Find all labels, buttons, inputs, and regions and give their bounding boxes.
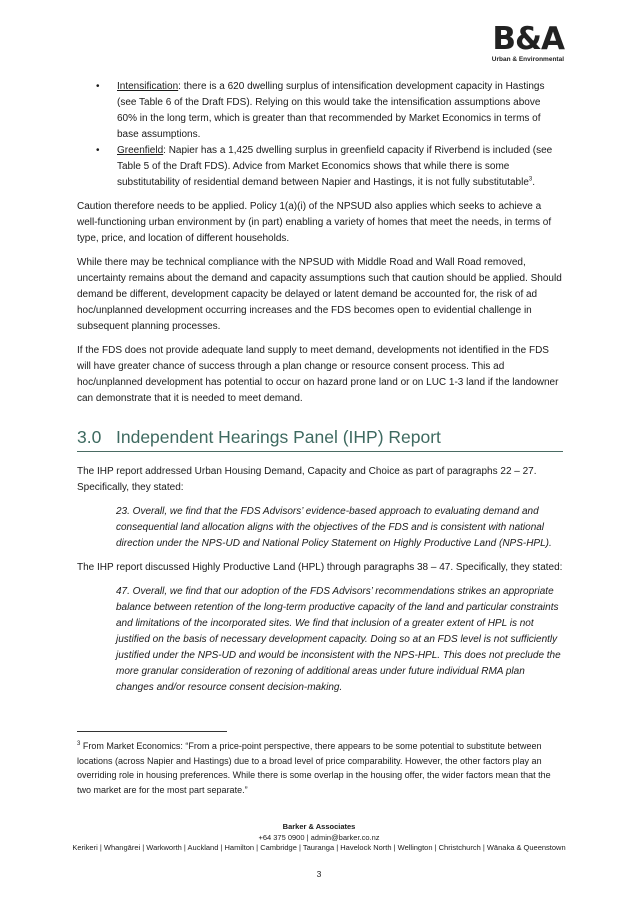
bullet-tail: . [532,177,536,188]
paragraph: Caution therefore needs to be applied. Policy 1(a)(i) of the NPSUD also applies which seeks to achieve a well-functioning urban environment by (in part) enabling a variety of homes that meet the needs, in terms of type, price, and location of different households. [77,201,552,244]
bullet-term: Intensification [117,81,179,92]
footnote-divider [77,731,227,732]
paragraph: While there may be technical compliance with the NPSUD with Middle Road and Wall Road removed, uncertainty remains about the demand and capacity assumptions such that caution should be applied. Should demand be different, development capacity be delayed or latent demand be accounted for, the risk of ad hoc/unplanned development occurring increases and the FDS becomes open to evidential challenge in subsequent planning processes. [77,257,562,332]
company-logo [491,21,564,64]
footer-company: Barker & Associates [282,822,356,831]
bullet-icon: • [96,81,100,92]
paragraph: The IHP report discussed Highly Productive Land (HPL) through paragraphs 38 – 47. Specifically, they stated: [77,562,563,573]
block-quote: 23. Overall, we find that the FDS Advisors’ evidence-based approach to evaluating demand and consequential land allocation aligns with the objectives of the FDS and is consistent with national direction under the NPS-UD and National Policy Statement on Highly Productive Land (NPS-HPL). [116,506,552,549]
bullet-list [77,79,563,191]
section-title: Independent Hearings Panel (IHP) Report [116,427,441,447]
block-quote: 47. Overall, we find that our adoption of the FDS Advisors’ recommendations strikes an appropriate balance between retention of the long-term productive capacity of the land and particular constraints and limitations of the incorporated sites. We find that inclusion of a greater extent of HPL is not justified on the basis of necessary development capacity. Doing so at an FDS level is not sufficiently justified under the NPS-UD and would be inconsistent with the NPS-HPL. This does not preclude the more granular consideration of rezoning of additional areas under future individual RMA plan changes and/or resource consent decision-making. [116,586,561,693]
footnote-text: From Market Economics: “From a price-point perspective, there appears to be some potential to substitute between locations (across Napier and Hastings) due to a broad level of price comparability. However, the other factors play an overriding role in housing preferences. While there is some overlap in the housing offer, the wider factors mean that the two market are for the most part separate.” [77,741,551,795]
footer-locations: Kerikeri | Whangārei | Warkworth | Auckland | Hamilton | Cambridge | Tauranga | Havelock North | Wellington | Christchurch | Wānaka & Queenstown [72,843,566,852]
body-content [77,79,563,704]
section-number: 3.0 [77,427,102,447]
logo-mark: B&A [492,21,564,57]
footer-contact: +64 375 0900 | admin@barker.co.nz [258,832,380,842]
bullet-item-intensification [77,79,563,143]
footnote [77,739,563,797]
paragraph: The IHP report addressed Urban Housing Demand, Capacity and Choice as part of paragraphs 22 – 27. Specifically, they stated: [77,466,537,493]
logo-subtitle: Urban & Environmental [491,56,564,63]
page-footer [40,822,598,854]
bullet-text: : Napier has a 1,425 dwelling surplus in greenfield capacity if Riverbend is included (see Table 5 of the Draft FDS). Advice from Market Economics shows that while there is some substitutability of residential demand between Napier and Hastings, it is not fully substitutable [117,145,553,188]
page-number: 3 [316,869,322,879]
paragraph: If the FDS does not provide adequate land supply to meet demand, developments not identified in the FDS will have greater chance of success through a plan change or resource consent process. This ad hoc/unplanned development has potential to occur on hazard prone land or on LUC 1-3 land if the landowner can demonstrate that it is needed to meet demand. [77,345,559,404]
bullet-text: : there is a 620 dwelling surplus of intensification development capacity in Hastings (see Table 6 of the Draft FDS). Relying on this would take the intensification assumptions above 60% in the long term, which is greater than that recommended by Market Economics in terms of base assumptions. [117,81,545,140]
section-heading [77,425,563,452]
bullet-item-greenfield [77,143,563,191]
footnote-reference[interactable]: 3 [528,176,533,183]
bullet-term: Greenfield [117,145,164,156]
footnote-mark: 3 [77,741,81,747]
bullet-icon: • [96,145,100,156]
